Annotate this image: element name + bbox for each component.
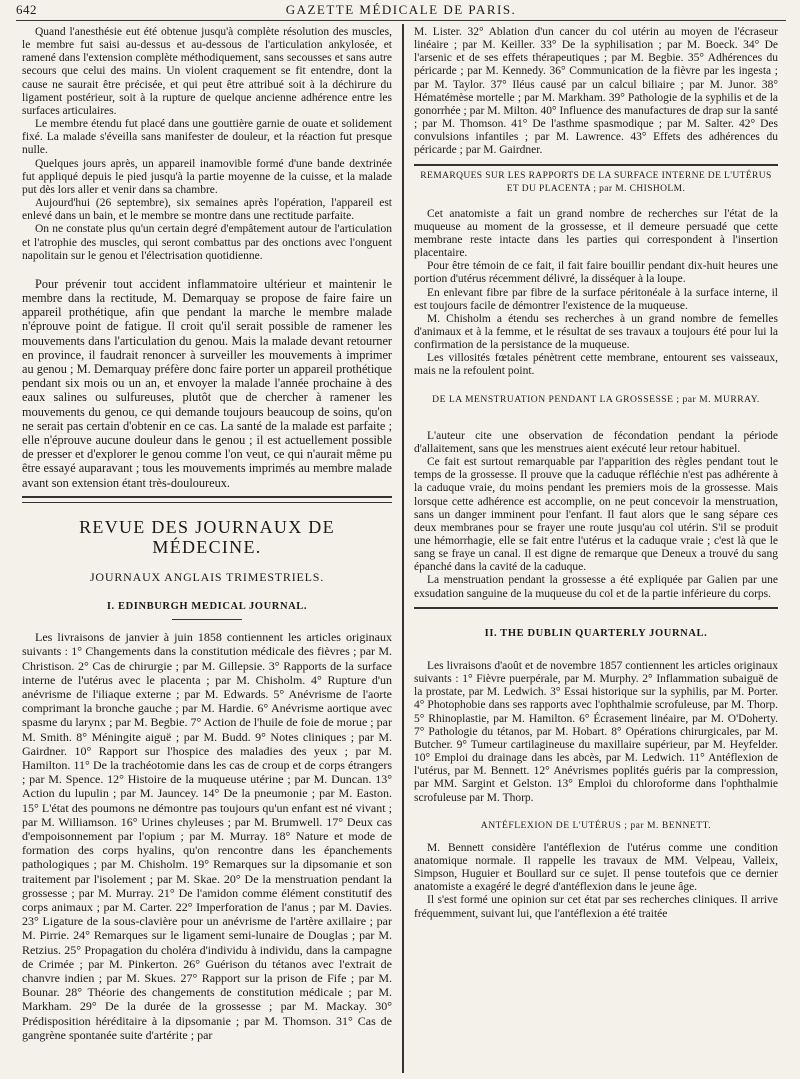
article-heading: ANTÉFLEXION DE L'UTÉRUS ; par M. BENNETT. [480, 819, 712, 831]
paragraph: En enlevant fibre par fibre de la surface péritonéale à la surface interne, il est toujours facile de démontrer l'existence de la muqueuse. [414, 286, 778, 312]
revue-title: REVUE DES JOURNAUX DE MÉDECINE. [79, 516, 335, 557]
paragraph: Cet anatomiste a fait un grand nombre de recherches sur l'état de la muqueuse au moment de la grossesse, et il demeure persuadé que cette membrane reste intacte dans les parties qui correspondent à l'insertion placentaire. [414, 207, 778, 260]
section-rule [22, 496, 392, 498]
left-column [22, 26, 392, 1075]
revue-subtitle: JOURNAUX ANGLAIS TRIMESTRIELS. [89, 569, 325, 584]
section-rule [414, 607, 778, 609]
right-column [414, 26, 778, 1075]
article-list: Les livraisons de janvier à juin 1858 contiennent les articles originaux suivants : 1° Changements dans la constitution médicale des fièvres ; par M. Christison. 2° Cas de chirurgie ; par M. Gillepsie. 3° Rapports de la surface interne de l'utérus avec le placenta ; par M. Chisholm. 4° Rupture d'un anévrisme de l'iliaque externe ; par M. Edwards. 5° Anévrisme de l'aorte comprimant la bronche gauche ; par M. Hardie. 6° Anévrisme aortique avec spasme du larynx ; par M. Begbie. 7° Action de l'huile de foie de morue ; par M. Smith. 8° Méningite aiguë ; par M. Budd. 9° Notes cliniques ; par M. Gairdner. 10° Rapport sur l'hospice des maladies des yeux ; par M. Hamilton. 11° De la trachéotomie dans les cas de croup et de corps étrangers ; par M. Spence. 12° Histoire de la muqueuse utérine ; par M. Duncan. 13° Action du lupulin ; par M. Jauncey. 14° De la pneumonie ; par M. Easton. 15° L'état des poumons ne démontre pas toujours qu'un enfant est né vivant ; par M. Williamson. 16° Urines chyleuses ; par M. Brumwell. 17° Deux cas d'empoisonnement par l'opium ; par M. Murray. 18° Nature et mode de formation des corps hyalins, qu'on rencontre dans les épanchements pathologiques ; par M. Chisholm. 19° Remarques sur la dipsomanie et son traitement par l'isolement ; par M. Skae. 20° De la menstruation pendant la grossesse ; par M. Murray. 21° De l'amidon comme élément constitutif des corps animaux ; par M. Carter. 22° Imperforation de l'anus ; par M. Davies. 23° Ligature de la sous-clavière pour un anévrisme de l'artère axillaire ; par M. Pirrie. 24° Remarques sur le ligament semi-lunaire de Douglas ; par M. Retzius. 25° Propagation du choléra d'individu à individu, dans la campagne de Crimée ; par M. Pinkerton. 26° Guérison du tétanos avec l'extrait de chanvre indien ; par M. Skues. 27° Rapport sur la prison de Fife ; par M. Bounar. 28° Théorie des changements de constitution médicale ; par M. Markham. 29° De la durée de la grossesse ; par M. Mackay. 30° Prédisposition héréditaire à la dipsomanie ; par M. Thomson. 31° Cas de gangrène spontanée suite d'artérite ; par [22, 630, 392, 1042]
page-number: 642 [16, 2, 37, 17]
paragraph: Quelques jours après, un appareil inamovible formé d'une bande dextrinée fut appliqué depuis le pied jusqu'à la partie moyenne de la cuisse, et la malade put dès lors aller et venir dans sa chambre. [22, 157, 392, 196]
paragraph: Ce fait est surtout remarquable par l'apparition des règles pendant tout le temps de la grossesse. Il prouve que la caduque réfléchie n'est pas adhérente à la caduque vraie, du moins pendant les premiers mois de la grossesse. Mais lorsque cette adhérence est accomplie, on ne peut concevoir la menstruation, sans un danger imminent pour l'enfant. Il faut alors que le sang sépare ces deux membranes pour se frayer une route jusqu'au col utérin. S'il se produit une hémorrhagie, elle se fait entre l'utérus et la caduque vraie ; c'est là que le sang se fraye un canal. Il est digne de remarque que Deneux a trouvé du sang épanché dans la cavité de la caduque. [414, 456, 778, 574]
article-heading: DE LA MENSTRUATION PENDANT LA GROSSESSE ; par M. MURRAY. [432, 393, 760, 405]
paragraph: On ne constate plus qu'un certain degré d'empâtement autour de l'articulation et l'atrophie des muscles, qui seront combattus par des onctions avec l'onguent napolitain sur le genou et l'électrisation quotidienne. [22, 223, 392, 262]
paragraph: Quand l'anesthésie eut été obtenue jusqu'à complète résolution des muscles, le membre fut saisi au-dessus et au-dessous de l'articulation ankylosée, et ramené dans l'extension complète méthodiquement, sans secousses et sans autre secours que celui des mains. Un violent craquement se fit entendre, dont la cause ne saurait être précisée, et qui peut être attribué soit à la déchirure du ligament postérieur, soit à la rupture de quelque ancienne adhérence entre les surfaces articulaires. [22, 26, 392, 117]
section-rule [414, 164, 778, 166]
paragraph: Aujourd'hui (26 septembre), six semaines après l'opération, l'appareil est enlevé dans un bain, et le membre se montre dans une rectitude parfaite. [22, 197, 392, 223]
running-title: GAZETTE MÉDICALE DE PARIS. [285, 2, 517, 17]
section-underline [172, 619, 242, 620]
article-heading: REMARQUES SUR LES RAPPORTS DE LA SURFACE INTERNE DE L'UTÉRUS ET DU PLACENTA ; par M. CHISHOLM. [420, 170, 772, 194]
section-title-dublin: II. THE DUBLIN QUARTERLY JOURNAL. [484, 627, 708, 639]
article-list: Les livraisons d'août et de novembre 1857 contiennent les articles originaux suivants : 1° Fièvre puerpérale, par M. Murphy. 2° Inflammation subaiguë de la prostate, par M. Ledwich. 3° Essai historique sur la syphilis, par M. Porter. 4° Photophobie dans ses rapports avec l'ophthalmie scrofuleuse, par M. Thorp. 5° Rhinoplastie, par M. Hamilton. 6° Écrasement linéaire, par M. O'Doherty. 7° Pathologie du tétanos, par M. Hobart. 8° Opérations chirurgicales, par M. Butcher. 9° Tumeur cartilagineuse du maxillaire supérieur, par M. Heyfelder. 10° Emploi du drainage dans les abcès, par M. Ledwich. 11° Antéflexion de l'utérus, par M. Bennett. 12° Anévrismes poplités guéris par la compression, par MM. Sargint et Gelston. 13° Emploi du chloroforme dans l'ophthalmie scrofuleuse par M. Thorp. [414, 659, 778, 804]
section-title-edinburgh: I. EDINBURGH MEDICAL JOURNAL. [106, 601, 308, 613]
paragraph: Les villosités fœtales pénètrent cette membrane, entourent ses vaisseaux, mais ne la refoulent point. [414, 352, 778, 378]
running-header [16, 2, 786, 21]
paragraph: Il s'est formé une opinion sur cet état par ses recherches cliniques. Il arrive fréquemment, suivant lui, que l'antéflexion a été traitée [414, 894, 778, 920]
column-divider [402, 24, 404, 1073]
paragraph: M. Bennett considère l'antéflexion de l'utérus comme une condition anatomique normale. Il rappelle les travaux de MM. Velpeau, Valleix, Simpson, Huguier et Boullard sur ce sujet. Il pense toutefois que ce dernier anatomiste a exagéré le degré d'antéflexion dans le jeune âge. [414, 841, 778, 894]
paragraph: La menstruation pendant la grossesse a été expliquée par Galien par une exsudation sanguine de la muqueuse du col et de la partie inférieure du corps. [414, 574, 778, 600]
paragraph: M. Chisholm a étendu ses recherches à un grand nombre de femelles d'animaux et à la femme, et le résultat de ses travaux a toujours été pour lui la confirmation de la persistance de la muqueuse. [414, 312, 778, 352]
paragraph: L'auteur cite une observation de fécondation pendant la période d'allaitement, sans que les menstrues aient exécuté leur retour habituel. [414, 429, 778, 455]
paragraph: Le membre étendu fut placé dans une gouttière garnie de ouate et solidement fixé. La malade s'éveilla sans manifester de douleur, et la réaction fut presque nulle. [22, 118, 392, 157]
paragraph: Pour prévenir tout accident inflammatoire ultérieur et maintenir le membre dans la rectitude, M. Demarquay se propose de faire faire un appareil prothétique, afin que pendant la marche le membre malade n'éprouve point de fatigue. Il croit qu'il serait possible de ramener les mouvements dans l'articulation du genou. Mais la malade devant retourner en province, il faudrait renoncer à surveiller les mouvements à imprimer au genou ; M. Demarquay préfère donc faire porter un appareil prothétique pendant six mois ou un an, et envoyer la malade l'année prochaine à des eaux salines ou sulfureuses, plutôt que de chercher à ramener les mouvements du genou, ce qui demande toujours beaucoup de soins, qu'on ne serait pas certain d'obtenir en ce cas. La santé de la malade est parfaite ; elle n'éprouve aucune douleur dans le genou ; il est actuellement possible de presser et d'explorer le genou comme l'on veut, ce qui n'aurait même pu être essayé auparavant ; tous les mouvements imprimés au membre malade avant son extension étant très-douloureux. [22, 276, 392, 490]
paragraph: Pour être témoin de ce fait, il fait faire bouillir pendant dix-huit heures une portion d'utérus récemment délivré, la disséquer à la loupe. [414, 260, 778, 286]
paragraph: M. Lister. 32° Ablation d'un cancer du col utérin au moyen de l'écraseur linéaire ; par M. Keiller. 33° De la syphilisation ; par M. Boeck. 34° De l'arsenic et de ses effets thérapeutiques ; par M. Begbie. 35° Adhérences du péricarde ; par M. Kennedy. 36° Communication de la fièvre par les ingesta ; par M. Taylor. 37° Iléus causé par un calcul biliaire ; par M. Junor. 38° Hématémèse mortelle ; par M. Markham. 39° Pathologie de la syphilis et de la gonorrhée ; par M. Milton. 40° Influence des manufactures de drap sur la santé ; par M. Thomson. 41° De l'asthme spasmodique ; par M. Salter. 42° Des convulsions infantiles ; par M. Lawrence. 43° Effets des adhérences du péricarde ; par M. Gairdner. [414, 26, 778, 157]
section-rule [22, 502, 392, 503]
